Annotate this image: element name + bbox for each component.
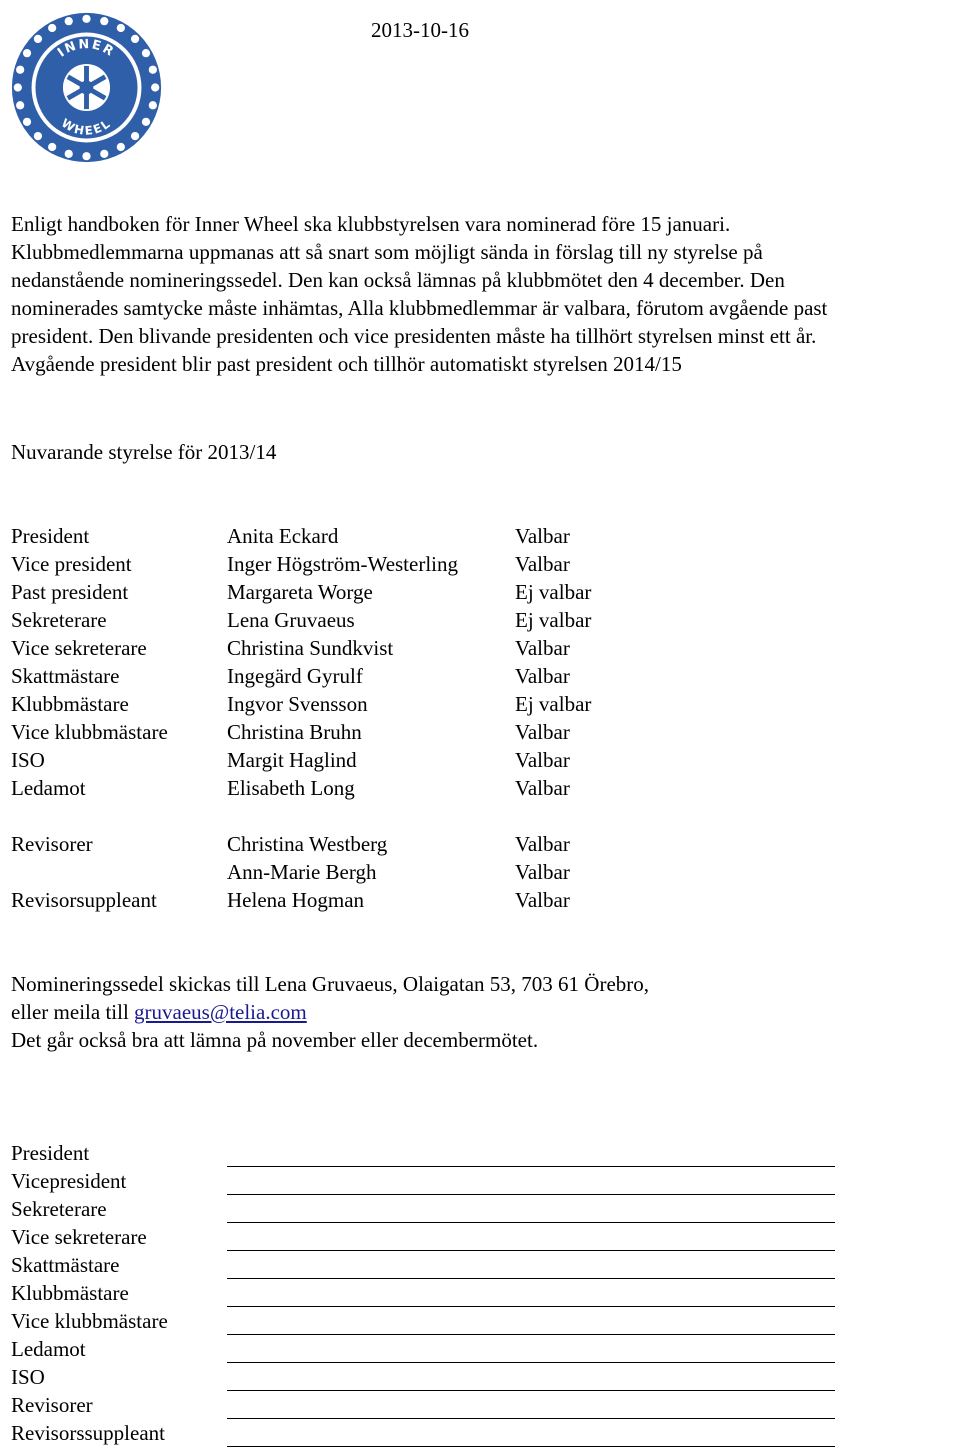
ballot-label: Klubbmästare [11, 1281, 129, 1305]
intro-paragraph [11, 210, 956, 378]
board-status: Valbar [515, 636, 570, 660]
board-name: Ingegärd Gyrulf [227, 664, 363, 688]
board-status: Valbar [515, 524, 570, 548]
board-status: Valbar [515, 832, 570, 856]
ballot-label: Vicepresident [11, 1169, 127, 1193]
board-role: Vice president [11, 552, 132, 576]
ballot-write-line[interactable] [227, 1201, 835, 1223]
ballot-write-line[interactable] [227, 1425, 835, 1447]
contact-line-2 [11, 998, 649, 1026]
ballot-label: Skattmästare [11, 1253, 120, 1277]
board-name: Helena Hogman [227, 888, 365, 912]
ballot-row [11, 1167, 841, 1195]
board-role: Sekreterare [11, 608, 107, 632]
ballot-write-line[interactable] [227, 1257, 835, 1279]
current-board-table [11, 522, 711, 914]
ballot-write-line[interactable] [227, 1173, 835, 1195]
board-status: Valbar [515, 748, 570, 772]
board-row [11, 858, 711, 886]
intro-line: nominerades samtycke måste inhämtas, Alla klubbmedlemmar är valbara, förutom avgående past [11, 296, 828, 320]
board-role: Revisorsuppleant [11, 888, 157, 912]
ballot-label: Vice sekreterare [11, 1225, 147, 1249]
ballot-label: ISO [11, 1365, 45, 1389]
board-name: Ann-Marie Bergh [227, 860, 377, 884]
board-spacer [11, 802, 711, 830]
inner-wheel-logo [8, 9, 165, 166]
ballot-label: President [11, 1141, 90, 1165]
board-status: Valbar [515, 664, 570, 688]
board-name: Anita Eckard [227, 524, 339, 548]
ballot-row [11, 1223, 841, 1251]
board-role: ISO [11, 748, 45, 772]
board-name: Margareta Worge [227, 580, 373, 604]
contact-line-1: Nomineringssedel skickas till Lena Gruvaeus, Olaigatan 53, 703 61 Örebro, [11, 972, 650, 996]
email-link[interactable]: gruvaeus@telia.com [134, 1000, 307, 1024]
board-name: Margit Haglind [227, 748, 357, 772]
board-name: Christina Bruhn [227, 720, 362, 744]
board-status: Ej valbar [515, 580, 592, 604]
ballot-label: Revisorssuppleant [11, 1421, 165, 1445]
contact-line-3: Det går också bra att lämna på november eller decembermötet. [11, 1028, 539, 1052]
ballot-row [11, 1251, 841, 1279]
board-row [11, 690, 711, 718]
nomination-ballot [11, 1139, 841, 1447]
ballot-label: Vice klubbmästare [11, 1309, 168, 1333]
ballot-write-line[interactable] [227, 1341, 835, 1363]
board-row [11, 830, 711, 858]
board-status: Valbar [515, 860, 570, 884]
board-row [11, 774, 711, 802]
ballot-label: Sekreterare [11, 1197, 107, 1221]
board-role: Revisorer [11, 832, 93, 856]
intro-line: Klubbmedlemmarna uppmanas att så snart som möjligt sända in förslag till ny styrelse på [11, 240, 763, 264]
board-status: Ej valbar [515, 692, 592, 716]
board-role: Vice klubbmästare [11, 720, 168, 744]
ballot-row [11, 1419, 841, 1447]
board-row [11, 550, 711, 578]
board-row [11, 578, 711, 606]
ballot-row [11, 1279, 841, 1307]
board-role: Ledamot [11, 776, 86, 800]
board-row [11, 634, 711, 662]
board-name: Elisabeth Long [227, 776, 355, 800]
board-row [11, 522, 711, 550]
ballot-row [11, 1363, 841, 1391]
ballot-row [11, 1391, 841, 1419]
board-role: Klubbmästare [11, 692, 129, 716]
board-row [11, 746, 711, 774]
ballot-write-line[interactable] [227, 1285, 835, 1307]
board-status: Valbar [515, 720, 570, 744]
ballot-write-line[interactable] [227, 1313, 835, 1335]
board-role: Past president [11, 580, 129, 604]
ballot-write-line[interactable] [227, 1229, 835, 1251]
ballot-row [11, 1307, 841, 1335]
board-row [11, 662, 711, 690]
board-row [11, 886, 711, 914]
board-name: Christina Westberg [227, 832, 388, 856]
board-row [11, 606, 711, 634]
board-status: Valbar [515, 888, 570, 912]
logo-text-top: INNER [54, 37, 118, 61]
ballot-label: Revisorer [11, 1393, 93, 1417]
contact-line-2-prefix: eller meila till [11, 1000, 135, 1024]
board-role: Vice sekreterare [11, 636, 147, 660]
board-title: Nuvarande styrelse för 2013/14 [11, 440, 277, 464]
ballot-row [11, 1335, 841, 1363]
board-name: Lena Gruvaeus [227, 608, 355, 632]
ballot-write-line[interactable] [227, 1145, 835, 1167]
board-role [11, 858, 227, 886]
board-role: Skattmästare [11, 664, 120, 688]
intro-line: nedanstående nomineringssedel. Den kan också lämnas på klubbmötet den 4 december. Den [11, 268, 785, 292]
ballot-label: Ledamot [11, 1337, 86, 1361]
ballot-row [11, 1195, 841, 1223]
intro-line: Avgående president blir past president och tillhör automatiskt styrelsen 2014/15 [11, 352, 682, 376]
board-row [11, 718, 711, 746]
board-name: Ingvor Svensson [227, 692, 368, 716]
board-role: President [11, 524, 90, 548]
intro-line: Enligt handboken för Inner Wheel ska klubbstyrelsen vara nominerad före 15 januari. [11, 212, 731, 236]
intro-line: president. Den blivande presidenten och vice presidenten måste ha tillhört styrelsen minst ett år. [11, 324, 817, 348]
ballot-write-line[interactable] [227, 1369, 835, 1391]
board-status: Ej valbar [515, 608, 592, 632]
board-name: Inger Högström-Westerling [227, 552, 458, 576]
board-status: Valbar [515, 776, 570, 800]
logo-text-bottom: WHEEL [58, 115, 114, 138]
board-status: Valbar [515, 552, 570, 576]
board-name: Christina Sundkvist [227, 636, 394, 660]
ballot-write-line[interactable] [227, 1397, 835, 1419]
contact-info [11, 970, 649, 1054]
ballot-row [11, 1139, 841, 1167]
document-date: 2013-10-16 [371, 18, 469, 42]
